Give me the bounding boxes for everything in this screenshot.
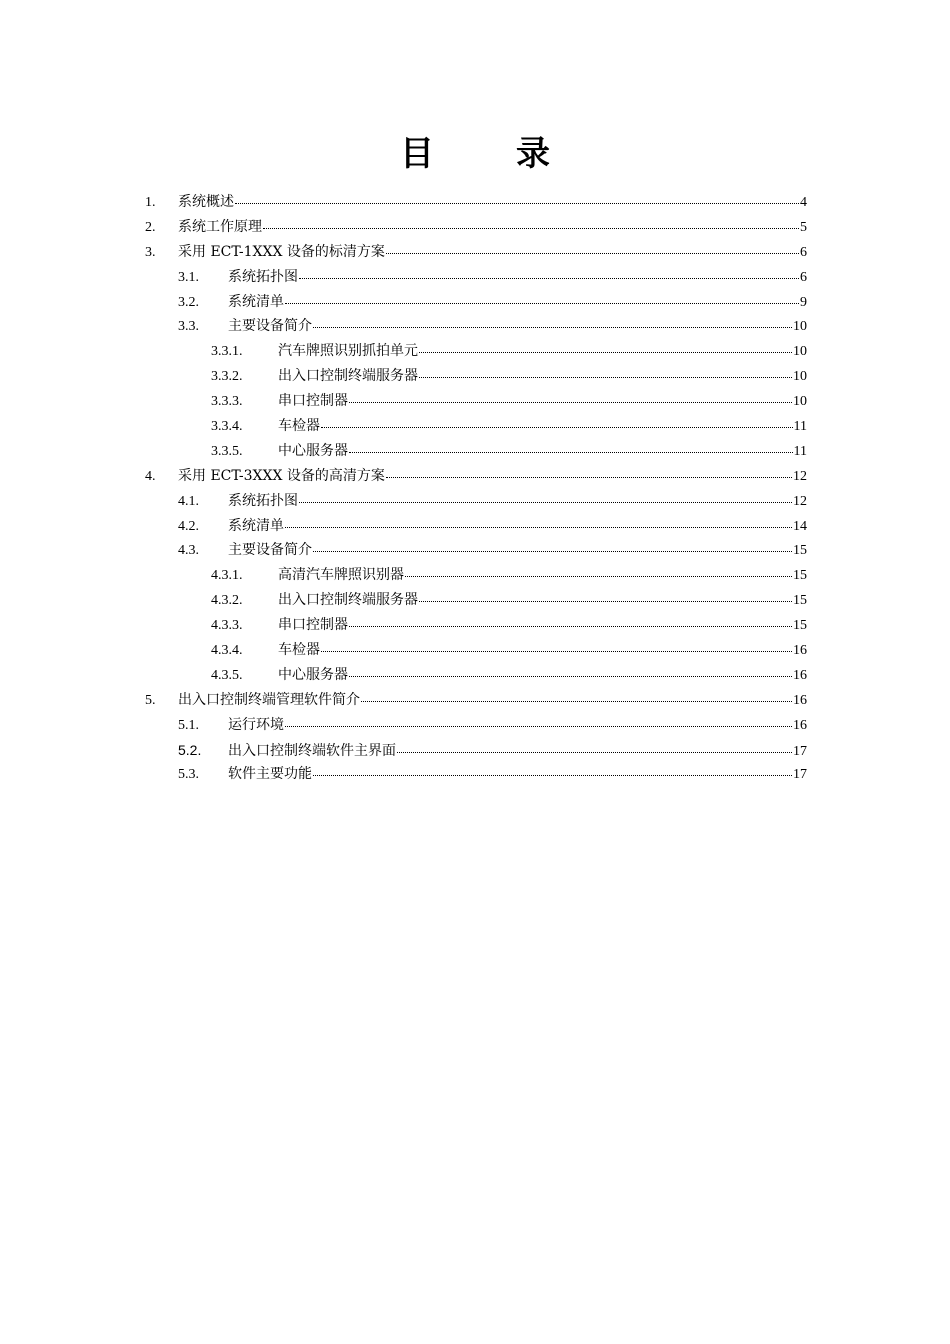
toc-dot-leader <box>349 665 792 679</box>
toc-entry[interactable] <box>145 414 807 439</box>
toc-entry-title: 主要设备简介 <box>228 318 312 335</box>
toc-entry-number: 4.3. <box>178 543 199 559</box>
toc-entry[interactable] <box>145 538 807 563</box>
toc-entry-title: 系统拓扑图 <box>228 268 298 285</box>
toc-entry[interactable] <box>145 762 807 787</box>
toc-entry-title: 出入口控制终端服务器 <box>278 368 418 385</box>
toc-dot-leader <box>321 416 793 430</box>
toc-entry[interactable] <box>145 339 807 364</box>
toc-entry[interactable] <box>145 314 807 339</box>
toc-entry[interactable] <box>145 638 807 663</box>
toc-entry-page: 9 <box>800 294 807 310</box>
toc-dot-leader <box>321 640 792 654</box>
toc-entry-page: 5 <box>800 219 807 235</box>
toc-entry-number: 4.3.1. <box>211 568 243 584</box>
toc-entry-number: 5.1. <box>178 717 199 733</box>
toc-entry[interactable] <box>145 514 807 539</box>
toc-entry-title: 出入口控制终端软件主界面 <box>228 742 396 759</box>
toc-entry-page: 17 <box>793 743 807 759</box>
toc-entry-title: 采用 ECT-3XXX 设备的高清方案 <box>178 467 385 484</box>
toc-entry-title: 高清汽车牌照识别器 <box>278 567 404 584</box>
toc-entry[interactable] <box>145 663 807 688</box>
toc-dot-leader <box>313 316 792 330</box>
toc-entry-title: 串口控制器 <box>278 617 348 634</box>
toc-entry-page: 14 <box>793 518 807 534</box>
toc-entry-page: 4 <box>800 195 807 210</box>
toc-entry-number: 3. <box>145 244 156 260</box>
toc-dot-leader <box>361 690 792 704</box>
toc-entry-number: 4.1. <box>178 493 199 509</box>
toc-dot-leader <box>285 715 792 729</box>
toc-entry-page: 12 <box>793 493 807 509</box>
toc-entry[interactable] <box>145 389 807 414</box>
toc-dot-leader <box>285 516 792 530</box>
toc-entry[interactable] <box>145 464 807 489</box>
toc-entry-page: 16 <box>793 667 807 683</box>
toc-entry[interactable] <box>145 563 807 588</box>
toc-entry[interactable] <box>145 588 807 613</box>
toc-entry-number: 4.3.5. <box>211 667 243 683</box>
toc-entry[interactable] <box>145 265 807 290</box>
toc-entry-page: 17 <box>793 767 807 783</box>
toc-entry-title: 系统工作原理 <box>178 218 262 235</box>
toc-entry-page: 10 <box>793 369 807 385</box>
toc-entry-number: 2. <box>145 219 156 235</box>
toc-entry-title: 软件主要功能 <box>228 766 312 783</box>
toc-entry-number: 4.3.2. <box>211 593 243 609</box>
toc-entry[interactable] <box>145 190 807 215</box>
toc-entry-number: 4. <box>145 468 156 484</box>
toc-entry-title: 车检器 <box>278 642 320 659</box>
toc-entry-title: 采用 ECT-1XXX 设备的标清方案 <box>178 243 385 260</box>
toc-entry[interactable] <box>145 613 807 638</box>
toc-entry-number: 3.2. <box>178 294 199 310</box>
toc-entry-title: 主要设备简介 <box>228 542 312 559</box>
toc-entry-number: 4.3.3. <box>211 618 243 634</box>
toc-entry-number: 5. <box>145 692 156 708</box>
toc-entry-title: 出入口控制终端管理软件简介 <box>178 691 360 708</box>
toc-entry-number: 1. <box>145 195 156 210</box>
toc-dot-leader <box>419 590 792 604</box>
toc-entry-page: 10 <box>793 319 807 335</box>
toc-entry-number: 3.1. <box>178 269 199 285</box>
toc-entry[interactable] <box>145 215 807 240</box>
toc-entry-title: 系统清单 <box>228 293 284 310</box>
toc-entry-number: 3.3.3. <box>211 394 243 410</box>
toc-entry-title: 系统清单 <box>228 517 284 534</box>
toc-dot-leader <box>313 764 792 778</box>
toc-entry-title: 中心服务器 <box>278 666 348 683</box>
toc-entry[interactable] <box>145 439 807 464</box>
toc-entry-number: 5.2. <box>178 741 202 758</box>
page-title: 目 录 <box>400 134 574 174</box>
toc-entry-page: 16 <box>793 643 807 659</box>
toc-entry-number: 3.3.1. <box>211 344 243 360</box>
toc-entry-title: 系统拓扑图 <box>228 492 298 509</box>
toc-dot-leader <box>299 491 792 505</box>
toc-entry-number: 3.3. <box>178 319 199 335</box>
toc-dot-leader <box>349 615 792 629</box>
toc-entry-page: 16 <box>793 692 807 708</box>
toc-dot-leader <box>263 217 799 231</box>
toc-dot-leader <box>386 466 792 480</box>
toc-entry-page: 6 <box>800 269 807 285</box>
toc-dot-leader <box>235 192 799 206</box>
toc-entry-title: 运行环境 <box>228 716 284 733</box>
toc-entry-page: 15 <box>793 593 807 609</box>
toc-entry-number: 4.3.4. <box>211 643 243 659</box>
toc-entry-page: 10 <box>793 344 807 360</box>
toc-entry[interactable] <box>145 364 807 389</box>
toc-entry-title: 串口控制器 <box>278 393 348 410</box>
toc-entry-number: 4.2. <box>178 518 199 534</box>
toc-entry-page: 11 <box>793 419 807 435</box>
table-of-contents <box>145 190 807 787</box>
toc-entry-number: 3.3.4. <box>211 419 243 435</box>
toc-entry[interactable] <box>145 738 807 763</box>
toc-dot-leader <box>419 366 792 380</box>
toc-dot-leader <box>405 565 792 579</box>
toc-entry-title: 汽车牌照识别抓拍单元 <box>278 343 418 360</box>
toc-entry-page: 15 <box>793 543 807 559</box>
toc-entry-page: 16 <box>793 717 807 733</box>
toc-entry-number: 3.3.2. <box>211 369 243 385</box>
toc-dot-leader <box>313 540 792 554</box>
toc-entry-page: 15 <box>793 618 807 634</box>
toc-entry-page: 10 <box>793 394 807 410</box>
toc-dot-leader <box>386 242 799 256</box>
toc-entry-title: 系统概述 <box>178 194 234 210</box>
toc-entry[interactable] <box>145 489 807 514</box>
toc-entry-page: 11 <box>793 443 807 459</box>
toc-dot-leader <box>397 741 792 755</box>
toc-entry-page: 15 <box>793 568 807 584</box>
toc-entry-page: 12 <box>793 468 807 484</box>
toc-entry[interactable] <box>145 688 807 713</box>
toc-entry-number: 3.3.5. <box>211 443 243 459</box>
toc-dot-leader <box>299 267 799 281</box>
toc-entry[interactable] <box>145 290 807 315</box>
toc-entry-number: 5.3. <box>178 767 199 783</box>
toc-dot-leader <box>349 441 793 455</box>
toc-entry-title: 中心服务器 <box>278 442 348 459</box>
toc-entry[interactable] <box>145 713 807 738</box>
toc-dot-leader <box>285 292 799 306</box>
toc-entry[interactable] <box>145 240 807 265</box>
toc-dot-leader <box>419 341 792 355</box>
toc-entry-page: 6 <box>800 244 807 260</box>
toc-entry-title: 出入口控制终端服务器 <box>278 592 418 609</box>
toc-dot-leader <box>349 391 792 405</box>
toc-entry-title: 车检器 <box>278 418 320 435</box>
